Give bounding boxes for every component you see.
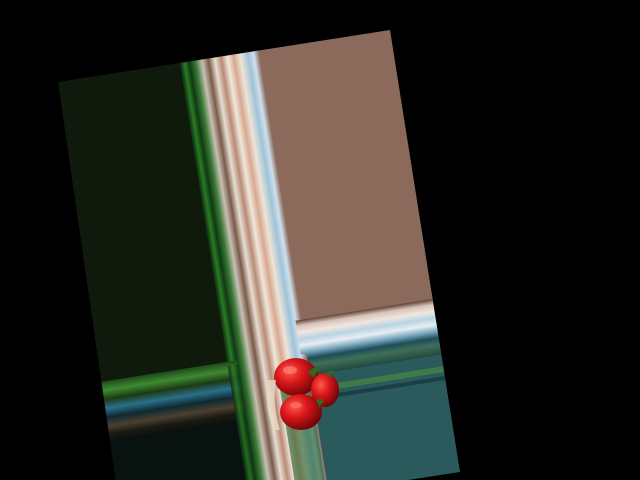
pepper-bottom	[280, 394, 322, 430]
rotated-photo	[3, 0, 529, 480]
